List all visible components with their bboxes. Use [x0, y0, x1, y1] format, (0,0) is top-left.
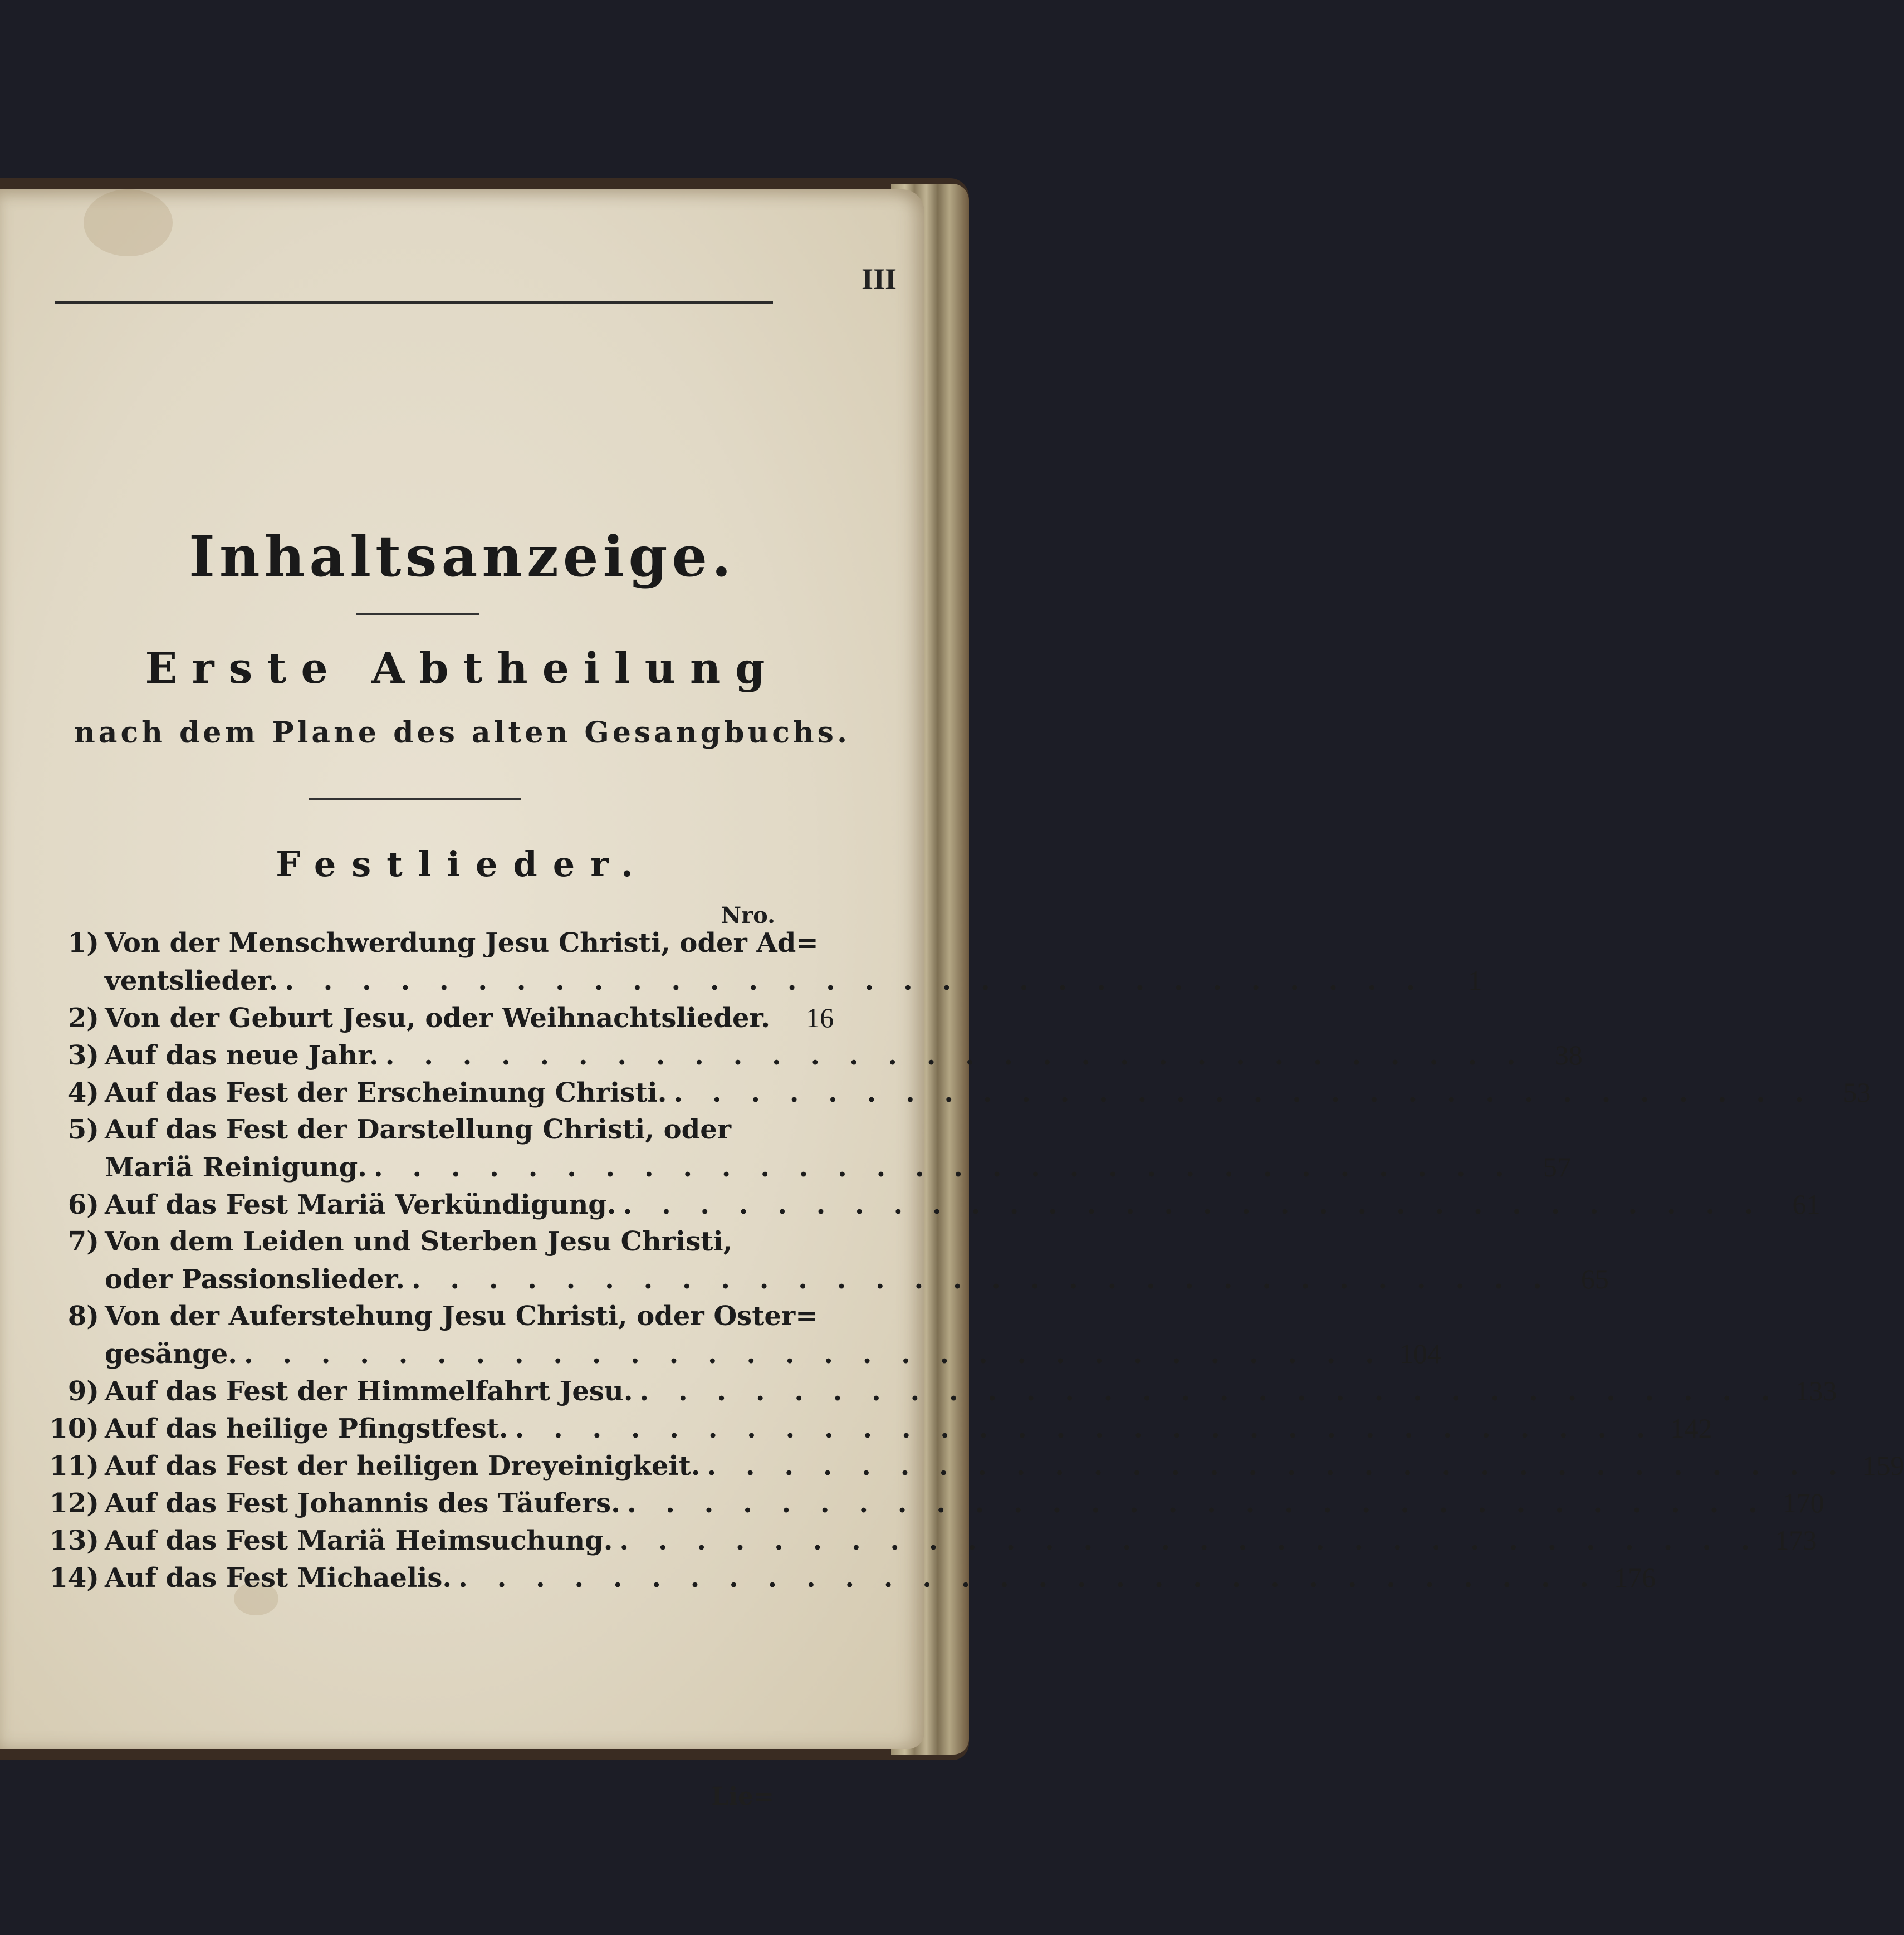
- toc-leader-dots: . . . . . . . . . . . . . . . . . . . . . . . . . . . . . .: [707, 1450, 1848, 1482]
- table-of-contents: [45, 925, 1904, 1596]
- toc-line: [45, 1372, 1837, 1410]
- division-rule: [309, 798, 521, 800]
- toc-entry: [45, 925, 1482, 999]
- toc-entry: [45, 1484, 1824, 1522]
- toc-line: [45, 1260, 1609, 1298]
- toc-line: [45, 962, 1482, 999]
- toc-entry-title: Von der Geburt Jesu, oder Weihnachtslieder.: [105, 1003, 771, 1034]
- toc-line: [45, 1223, 777, 1260]
- section-title: Festlieder.: [276, 844, 649, 885]
- toc-entry-page: 142: [1670, 1413, 1712, 1444]
- toc-entry-title: Auf das Fest Mariä Verkündigung.: [105, 1189, 616, 1220]
- toc-entry: [45, 1447, 1904, 1484]
- toc-entry: [45, 1074, 1871, 1111]
- title-rule: [356, 613, 479, 615]
- toc-leader-dots: . . . . . . . . . . . . . . . . . . . . . . . . . . . . . .: [626, 1488, 1768, 1519]
- toc-leader-dots: . . . . . . . . . . . . . . . . . . . . . . . . . . . . . .: [623, 1189, 1764, 1220]
- toc-line: [45, 1037, 1583, 1074]
- toc-entry: [45, 1186, 1820, 1223]
- toc-entry-page: 38: [1554, 1039, 1583, 1071]
- toc-line: [45, 925, 819, 962]
- toc-entry-number: 2): [67, 1003, 99, 1034]
- toc-entry-number: 12): [49, 1488, 99, 1519]
- toc-entry-number: 7): [67, 1226, 99, 1257]
- toc-entry-title: Auf das Fest der heiligen Dreyeinigkeit.: [105, 1450, 701, 1482]
- toc-entry: [45, 1111, 1571, 1186]
- toc-entry-number: 10): [49, 1413, 99, 1444]
- page-title: Inhaltsanzeige.: [189, 524, 736, 589]
- toc-entry: [45, 1522, 1817, 1559]
- catchword: Lie=: [711, 1782, 774, 1811]
- toc-entry: [45, 1298, 1441, 1372]
- toc-entry-title: Auf das Fest Mariä Heimsuchung.: [105, 1525, 613, 1556]
- division-subtitle: nach dem Plane des alten Gesangbuchs.: [74, 716, 851, 750]
- toc-entry-title: oder Passionslieder.: [105, 1264, 405, 1295]
- toc-leader-dots: . . . . . . . . . . . . . . . . . . . . . . . . . . . . . .: [515, 1413, 1656, 1444]
- toc-entry-number: 13): [49, 1525, 99, 1556]
- toc-entry-page: 159: [1862, 1450, 1904, 1481]
- toc-entry-title: gesänge.: [105, 1338, 237, 1370]
- toc-entry-page: 53: [1843, 1077, 1871, 1108]
- toc-entry: [45, 1037, 1583, 1074]
- toc-leader-dots: . . . . . . . . . . . . . . . . . . . . . . . . . . . . . .: [385, 1040, 1526, 1071]
- toc-entry-title: Auf das Fest der Erscheinung Christi.: [105, 1077, 667, 1108]
- column-header-number: Nro.: [721, 902, 775, 929]
- toc-leader-dots: . . . . . . . . . . . . . . . . . . . . . . . . . . . . . .: [243, 1338, 1384, 1370]
- toc-line: [45, 1074, 1871, 1111]
- toc-entry-number: 14): [49, 1562, 99, 1594]
- toc-entry-page: 104: [1399, 1338, 1441, 1369]
- toc-entry-page: 1: [1468, 965, 1482, 996]
- toc-entry: [45, 1223, 1609, 1298]
- toc-line: [45, 999, 834, 1037]
- toc-entry-page: 57: [1543, 1151, 1571, 1182]
- toc-entry-title: Auf das heilige Pfingstfest.: [105, 1413, 508, 1444]
- toc-line: [45, 1522, 1817, 1559]
- toc-entry-title: Auf das Fest der Darstellung Christi, oder: [105, 1114, 732, 1145]
- page-number: III: [861, 262, 897, 296]
- toc-entry-title: Auf das neue Jahr.: [105, 1040, 379, 1071]
- toc-entry-page: 65: [1580, 1263, 1609, 1294]
- toc-leader-dots: . . . . . . . . . . . . . . . . . . . . . . . . . . . . . .: [411, 1264, 1552, 1295]
- toc-entry-page: 16: [806, 1002, 834, 1033]
- toc-line: [45, 1111, 777, 1149]
- toc-entry-number: 6): [67, 1189, 99, 1220]
- toc-entry-page: 176: [1614, 1562, 1656, 1593]
- toc-entry-title: ventslieder.: [105, 965, 278, 996]
- toc-entry: [45, 1410, 1712, 1447]
- toc-leader-dots: . . . . . . . . . . . . . . . . . . . . . . . . . . . . . .: [374, 1152, 1514, 1183]
- toc-entry-number: 1): [67, 927, 99, 959]
- book-page: [0, 189, 1904, 1811]
- toc-entry-number: 3): [67, 1040, 99, 1071]
- toc-entry-title: Auf das Fest Johannis des Täufers.: [105, 1488, 620, 1519]
- header-rule: [55, 301, 773, 304]
- toc-entry-number: 4): [67, 1077, 99, 1108]
- toc-leader-dots: . . . . . . . . . . . . . . . . . . . . . . . . . . . . . .: [639, 1376, 1780, 1407]
- toc-entry-title: Auf das Fest der Himmelfahrt Jesu.: [105, 1376, 633, 1407]
- toc-line: [45, 1298, 818, 1335]
- toc-entry-page: 61: [1792, 1189, 1820, 1220]
- toc-entry-page: 170: [1782, 1487, 1824, 1518]
- toc-entry-number: 11): [49, 1450, 99, 1482]
- toc-leader-dots: . . . . . . . . . . . . . . . . . . . . . . . . . . . . . .: [619, 1525, 1760, 1556]
- toc-line: [45, 1559, 1656, 1596]
- toc-line: [45, 1335, 1441, 1372]
- toc-entry-title: Von der Menschwerdung Jesu Christi, oder Ad=: [105, 927, 819, 959]
- toc-entry: [45, 1559, 1656, 1596]
- toc-leader-dots: . . . . . . . . . . . . . . . . . . . . . . . . . . . . . .: [458, 1562, 1599, 1594]
- toc-entry-number: 5): [67, 1114, 99, 1145]
- toc-entry-title: Auf das Fest Michaelis.: [105, 1562, 452, 1594]
- toc-leader-dots: . . . . . . . . . . . . . . . . . . . . . . . . . . . . . .: [673, 1077, 1814, 1108]
- toc-line: [45, 1484, 1824, 1522]
- toc-leader-dots: . . . . . . . . . . . . . . . . . . . . . . . . . . . . . .: [285, 965, 1426, 996]
- division-title: Erste Abtheilung: [145, 643, 780, 693]
- toc-entry-number: 8): [67, 1301, 99, 1332]
- toc-line: [45, 1447, 1904, 1484]
- toc-entry-title: Mariä Reinigung.: [105, 1152, 367, 1183]
- toc-entry-title: Von dem Leiden und Sterben Jesu Christi,: [105, 1226, 733, 1257]
- toc-entry-number: 9): [67, 1376, 99, 1407]
- paper-stain: [84, 189, 173, 256]
- toc-line: [45, 1149, 1571, 1186]
- toc-line: [45, 1186, 1820, 1223]
- toc-entry: [45, 999, 834, 1037]
- toc-entry-title: Von der Auferstehung Jesu Christi, oder Oster=: [105, 1301, 818, 1332]
- toc-entry: [45, 1372, 1837, 1410]
- toc-entry-page: 133: [1795, 1375, 1837, 1406]
- toc-entry-page: 173: [1775, 1524, 1817, 1556]
- toc-line: [45, 1410, 1712, 1447]
